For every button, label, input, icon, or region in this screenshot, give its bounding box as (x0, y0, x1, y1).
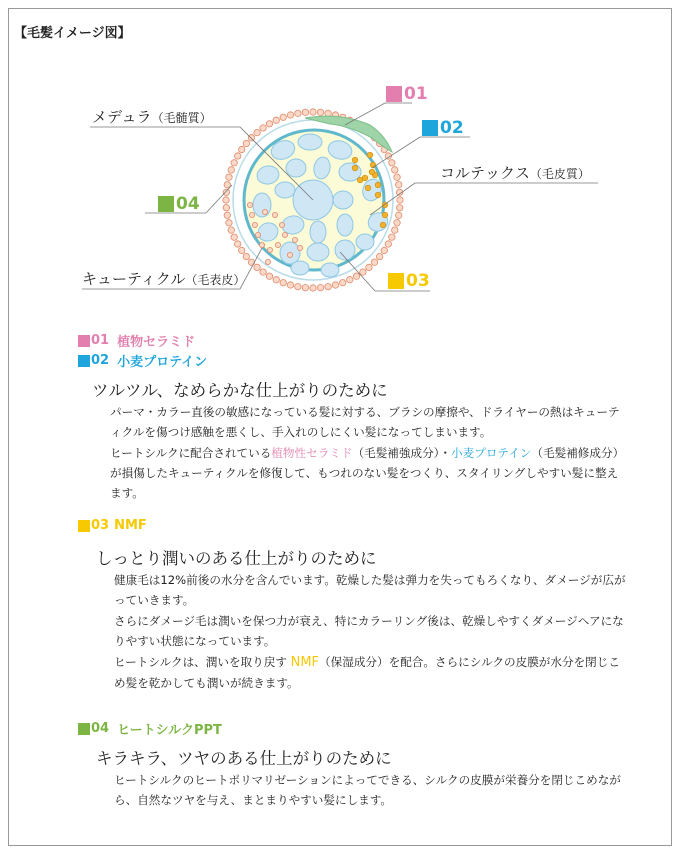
dots-item (223, 204, 229, 210)
tag-04: 04 (158, 194, 200, 214)
dots-item (310, 109, 316, 115)
dots-item (280, 114, 286, 120)
dots-item (243, 140, 249, 146)
dots-item (266, 273, 272, 279)
dots-item (226, 174, 232, 180)
dots-item (385, 241, 391, 247)
pdots-item (265, 259, 270, 264)
dots-item (396, 204, 402, 210)
pdots-item (267, 247, 272, 252)
dots-item (395, 182, 401, 188)
block2-paragraph-2: さらにダメージ毛は潤いを保つ力が衰え、特にカラーリング後は、乾燥しやすくダメージヘアになりやすい状態になっています。 (114, 614, 624, 648)
dots-item (389, 234, 395, 240)
dots-item (254, 129, 260, 135)
tag-03: 03 (388, 271, 430, 291)
dots-item (395, 212, 401, 218)
cells-item (307, 243, 329, 261)
gold-item (367, 152, 373, 158)
pdots-item (275, 242, 280, 247)
dots-item (397, 197, 403, 203)
dots-item (310, 285, 316, 291)
dots-item (248, 135, 254, 141)
block1-paragraph-1: パーマ・カラー直後の敏感になっている髪に対する、ブラシの摩擦や、ドライヤーの熱はキューティクルを傷つけ感触を悪くし、手入れのしにくい髪になってしまいます。 (110, 405, 620, 439)
dots-item (223, 189, 229, 195)
pdots-item (297, 245, 302, 250)
block1-body (110, 402, 625, 504)
dots-item (287, 112, 293, 118)
dots-item (234, 153, 240, 159)
dots-item (266, 121, 272, 127)
gold-item (357, 177, 363, 183)
section-04-title: 04 ヒートシルクPPT (78, 719, 222, 738)
cuticle-label: キューティクル（毛表皮） (82, 270, 246, 288)
cells-item (291, 261, 309, 275)
cells-item (356, 234, 374, 250)
gold-item (352, 157, 358, 163)
dots-item (228, 227, 234, 233)
block2-heading: しっとり潤いのある仕上がりのために (96, 549, 377, 568)
gold-item (369, 169, 375, 175)
gold-item (352, 165, 358, 171)
cells-item (298, 134, 322, 150)
dots-item (366, 264, 372, 270)
dots-item (224, 212, 230, 218)
dots-item (360, 269, 366, 275)
dots-item (260, 125, 266, 131)
section-03-title: 03 NMF (78, 518, 147, 533)
dots-item (254, 264, 260, 270)
dots-item (228, 167, 234, 173)
cells-item (310, 221, 326, 243)
dots-item (273, 277, 279, 283)
dots-item (371, 259, 377, 265)
dots-item (231, 234, 237, 240)
dots-item (223, 197, 229, 203)
dots-item (392, 167, 398, 173)
dots-item (302, 284, 308, 290)
cells-item (337, 214, 353, 236)
dots-item (239, 146, 245, 152)
dots-item (226, 220, 232, 226)
tag-01: 01 (386, 84, 428, 104)
page-title: 【毛髪イメージ図】 (14, 26, 131, 41)
dots-item (381, 247, 387, 253)
gold-item (382, 212, 388, 218)
dots-item (231, 160, 237, 166)
dots-item (376, 253, 382, 259)
section-01-title: 01 植物セラミド (78, 331, 195, 350)
gold-item (375, 192, 381, 198)
cells-item (333, 191, 353, 209)
dots-item (317, 109, 323, 115)
pdots-item (259, 242, 264, 247)
block2-paragraph-3: ヒートシルクは、潤いを取り戻す NMF（保湿成分）を配合。さらにシルクの皮膜が水分を閉じこめ髪を乾かしても潤いが続きます。 (114, 655, 620, 690)
dots-item (287, 282, 293, 288)
dots-item (243, 253, 249, 259)
block1-heading: ツルツル、なめらかな仕上がりのために (92, 381, 388, 400)
dots-item (340, 279, 346, 285)
pdots-item (262, 209, 267, 214)
dots-item (260, 269, 266, 275)
dots-item (273, 117, 279, 123)
pdots-item (255, 232, 260, 237)
block3-heading: キラキラ、ツヤのある仕上がりのために (96, 749, 392, 768)
pdots-item (279, 222, 284, 227)
dots-item (302, 109, 308, 115)
block3-paragraph-1: ヒートシルクのヒートポリマリゼーションによってできる、シルクの皮膜が栄養分を閉じこめながら、自然なツヤを与え、まとまりやすい髪にします。 (114, 773, 621, 807)
dots-item (224, 182, 230, 188)
section-02-title: 02 小麦プロテイン (78, 351, 207, 370)
dots-item (347, 277, 353, 283)
gold-item (365, 185, 371, 191)
cells-item (275, 182, 295, 198)
dots-item (332, 282, 338, 288)
pdots-item (282, 232, 287, 237)
dots-item (295, 283, 301, 289)
dots-item (317, 284, 323, 290)
dots-item (389, 160, 395, 166)
cells-item (253, 193, 271, 217)
dots-item (394, 174, 400, 180)
cells-item (321, 263, 339, 277)
block1-paragraph-2: ヒートシルクに配合されている植物性セラミド（毛髪補強成分）・小麦プロテイン（毛髪補修成分）が損傷したキューティクルを修復して、もつれのない髪をつくり、スタイリングしやすい髪に整えます。 (110, 446, 625, 500)
dots-item (392, 227, 398, 233)
gold-item (375, 182, 381, 188)
block2-paragraph-1: 健康毛は12%前後の水分を含んでいます。乾燥した髪は弾力を失ってもろくなり、ダメージが広がっていきます。 (114, 573, 626, 607)
gold-item (380, 222, 386, 228)
pdots-item (292, 237, 297, 242)
cortex-label: コルテックス（毛皮質） (440, 164, 590, 182)
cells-item (286, 159, 306, 177)
block3-body (114, 770, 629, 811)
pdots-item (247, 202, 252, 207)
dots-item (280, 279, 286, 285)
dots-item (353, 273, 359, 279)
dots-item (295, 110, 301, 116)
pdots-item (252, 222, 257, 227)
dots-item (325, 283, 331, 289)
pdots-item (287, 252, 292, 257)
pdots-item (272, 212, 277, 217)
block2-body (114, 570, 629, 694)
medulla-label: メデュラ（毛髄質） (92, 108, 212, 126)
dots-item (248, 259, 254, 265)
dots-item (234, 241, 240, 247)
tag-02: 02 (422, 118, 464, 138)
dots-item (394, 220, 400, 226)
dots-item (239, 247, 245, 253)
dots-item (325, 110, 331, 116)
pdots-item (249, 212, 254, 217)
